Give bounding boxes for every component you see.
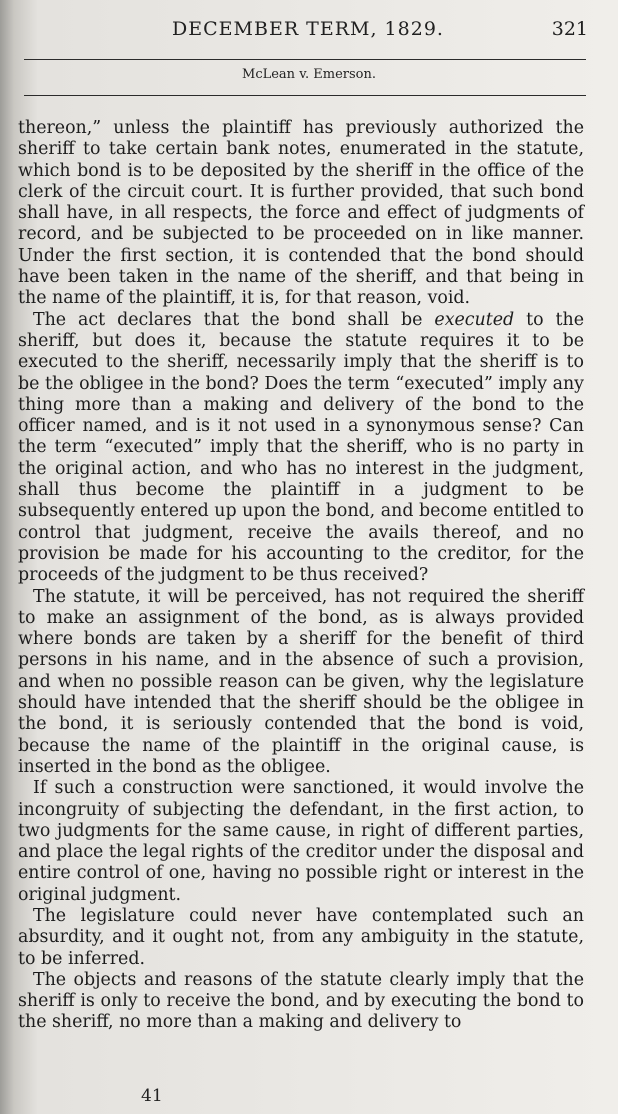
body-text: [18, 118, 584, 1034]
signature-mark: 41: [141, 1086, 163, 1106]
paragraph-text: The act declares that the bond shall be: [33, 309, 435, 330]
header-rule-bottom: [24, 95, 586, 96]
header-rule-top: [24, 59, 586, 60]
page-number: 321: [551, 18, 588, 40]
running-head: [28, 14, 588, 48]
paragraph-text: to the sheriff, but does it, because the statute requires it to be executed to the sheriff, necessarily imply that the sheriff is to be the obligee in the bond? Does the term “executed” imply any thing more than a making and delivery of the bond to the officer named, and is it not used in a synonymous sense? Can the term “executed” imply that the sheriff, who is no party in the original action, and who has no interest in the judgment, shall thus become the plaintiff in a judgment to be subsequently entered up upon the bond, and become entitled to control that judgment, receive the avails thereof, and no provision be made for his accounting to the creditor, for the proceeds of the judgment to be thus received?: [18, 309, 584, 586]
running-title: DECEMBER TERM, 1829.: [172, 18, 444, 40]
paragraph: The objects and reasons of the statute clearly imply that the sheriff is only to receive the bond, and by executing the bond to the sheriff, no more than a making and delivery to: [18, 969, 584, 1033]
paragraph: [18, 310, 584, 587]
emphasized-word: executed: [434, 309, 515, 330]
paragraph: The statute, it will be perceived, has not required the sheriff to make an assignment of the bond, as is always provided where bonds are taken by a sheriff for the benefit of third persons in his name, and in the absence of such a provision, and when no possible reason can be given, why the legislature should have intended that the sheriff should be the obligee in the bond, it is seriously contended that the bond is void, because the name of the plaintiff in the original cause, is inserted in the bond as the obligee.: [18, 586, 584, 777]
paragraph: If such a construction were sanctioned, it would involve the incongruity of subjecting the defendant, in the first action, to two judgments for the same cause, in right of different parties, and place the legal rights of the creditor under the disposal and entire control of one, having no possible right or interest in the original judgment.: [18, 778, 584, 905]
case-caption: McLean v. Emerson.: [242, 67, 376, 82]
paragraph: thereon,” unless the plaintiff has previously authorized the sheriff to take certain bank notes, enumerated in the statute, which bond is to be deposited by the sheriff in the office of the clerk of the circuit court. It is further provided, that such bond shall have, in all respects, the force and effect of judgments of record, and be subjected to be proceeded on in like manner. Under the first section, it is contended that the bond should have been taken in the name of the sheriff, and that being in the name of the plaintiff, it is, for that reason, void.: [18, 118, 584, 309]
paragraph: The legislature could never have contemplated such an absurdity, and it ought not, from any ambiguity in the statute, to be inferred.: [18, 905, 584, 969]
